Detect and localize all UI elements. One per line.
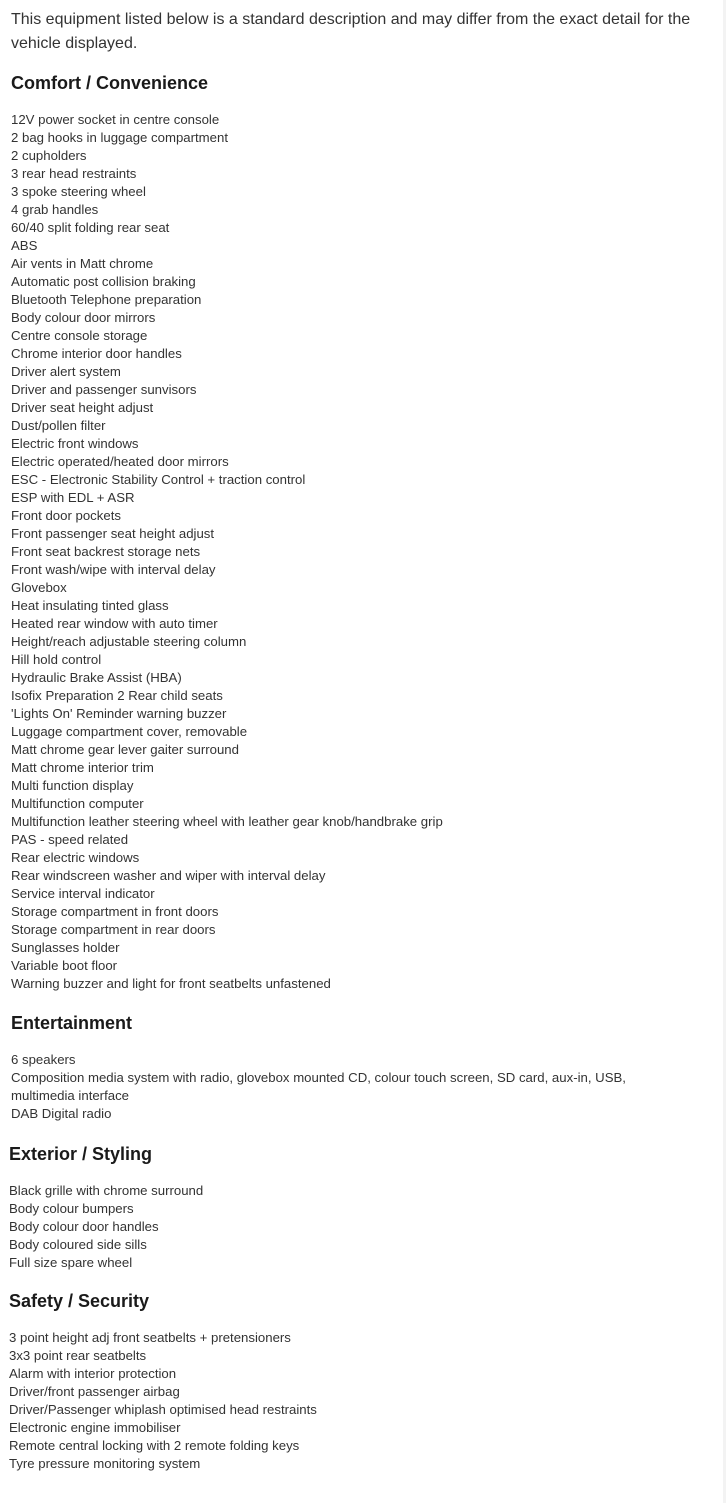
equipment-item: ESP with EDL + ASR <box>11 490 135 505</box>
equipment-item: Front door pockets <box>11 508 121 523</box>
equipment-item: Bluetooth Telephone preparation <box>11 292 202 307</box>
equipment-item: Front seat backrest storage nets <box>11 544 201 559</box>
equipment-item: Driver/front passenger airbag <box>9 1384 180 1399</box>
equipment-item: Multi function display <box>11 778 134 793</box>
section-entertainment <box>11 1011 711 1123</box>
equipment-item: Storage compartment in rear doors <box>11 922 216 937</box>
equipment-item: Storage compartment in front doors <box>11 904 219 919</box>
equipment-item: Variable boot floor <box>11 958 118 973</box>
section-title: Safety / Security <box>9 1291 150 1311</box>
equipment-list <box>9 1329 709 1473</box>
equipment-item: ABS <box>11 238 38 253</box>
section-title: Entertainment <box>11 1013 133 1033</box>
equipment-item: PAS - speed related <box>11 832 129 847</box>
equipment-item: Body colour door handles <box>9 1219 159 1234</box>
equipment-item: Full size spare wheel <box>9 1255 133 1270</box>
equipment-item: Isofix Preparation 2 Rear child seats <box>11 688 223 703</box>
equipment-item: Alarm with interior protection <box>9 1366 177 1381</box>
equipment-item: Height/reach adjustable steering column <box>11 634 247 649</box>
equipment-item: Centre console storage <box>11 328 148 343</box>
equipment-item: Electric operated/heated door mirrors <box>11 454 229 469</box>
equipment-item: Driver alert system <box>11 364 121 379</box>
equipment-item: 3 spoke steering wheel <box>11 184 146 199</box>
equipment-item: 60/40 split folding rear seat <box>11 220 170 235</box>
equipment-item: Driver and passenger sunvisors <box>11 382 197 397</box>
equipment-item: 6 speakers <box>11 1052 76 1067</box>
equipment-item: Hill hold control <box>11 652 102 667</box>
equipment-item: 2 cupholders <box>11 148 87 163</box>
equipment-item: Multifunction leather steering wheel with leather gear knob/handbrake grip <box>11 814 443 829</box>
equipment-item: DAB Digital radio <box>11 1106 112 1121</box>
equipment-item: Black grille with chrome surround <box>9 1183 204 1198</box>
equipment-item: Multifunction computer <box>11 796 144 811</box>
equipment-item: Hydraulic Brake Assist (HBA) <box>11 670 182 685</box>
equipment-item: Driver/Passenger whiplash optimised head restraints <box>9 1402 317 1417</box>
equipment-item: Matt chrome gear lever gaiter surround <box>11 742 239 757</box>
equipment-item: Sunglasses holder <box>11 940 120 955</box>
equipment-item: Service interval indicator <box>11 886 155 901</box>
equipment-item: Electronic engine immobiliser <box>9 1420 181 1435</box>
equipment-list <box>11 1051 691 1123</box>
equipment-item: Heat insulating tinted glass <box>11 598 169 613</box>
equipment-item: Front passenger seat height adjust <box>11 526 215 541</box>
section-safety-security <box>9 1289 709 1473</box>
equipment-item: Heated rear window with auto timer <box>11 616 218 631</box>
equipment-item: Body colour door mirrors <box>11 310 156 325</box>
section-exterior-styling <box>9 1142 709 1272</box>
equipment-item: Composition media system with radio, glovebox mounted CD, colour touch screen, SD card, aux-in, USB, multimedia interface <box>11 1070 626 1103</box>
equipment-list <box>11 111 711 993</box>
equipment-item: 3 point height adj front seatbelts + pretensioners <box>9 1330 291 1345</box>
equipment-list <box>9 1182 709 1272</box>
equipment-item: Warning buzzer and light for front seatbelts unfastened <box>11 976 331 991</box>
section-title: Comfort / Convenience <box>11 73 209 93</box>
equipment-item: Chrome interior door handles <box>11 346 182 361</box>
equipment-item: ESC - Electronic Stability Control + traction control <box>11 472 306 487</box>
equipment-item: Body coloured side sills <box>9 1237 147 1252</box>
equipment-item: 2 bag hooks in luggage compartment <box>11 130 229 145</box>
section-title: Exterior / Styling <box>9 1144 153 1164</box>
equipment-item: Driver seat height adjust <box>11 400 154 415</box>
equipment-item: Dust/pollen filter <box>11 418 106 433</box>
section-comfort-convenience <box>11 71 711 993</box>
equipment-item: Tyre pressure monitoring system <box>9 1456 201 1471</box>
intro-text: This equipment listed below is a standard description and may differ from the exact detail for the vehicle displayed. <box>11 11 691 52</box>
equipment-item: Electric front windows <box>11 436 139 451</box>
equipment-item: Matt chrome interior trim <box>11 760 154 775</box>
equipment-item: 3x3 point rear seatbelts <box>9 1348 147 1363</box>
equipment-item: Glovebox <box>11 580 67 595</box>
equipment-item: 3 rear head restraints <box>11 166 137 181</box>
equipment-item: Luggage compartment cover, removable <box>11 724 248 739</box>
equipment-item: 'Lights On' Reminder warning buzzer <box>11 706 227 721</box>
equipment-item: Rear electric windows <box>11 850 140 865</box>
equipment-item: Front wash/wipe with interval delay <box>11 562 216 577</box>
equipment-item: Air vents in Matt chrome <box>11 256 154 271</box>
equipment-item: Body colour bumpers <box>9 1201 134 1216</box>
equipment-item: 4 grab handles <box>11 202 99 217</box>
equipment-item: 12V power socket in centre console <box>11 112 220 127</box>
equipment-item: Remote central locking with 2 remote folding keys <box>9 1438 300 1453</box>
equipment-item: Rear windscreen washer and wiper with interval delay <box>11 868 326 883</box>
equipment-item: Automatic post collision braking <box>11 274 196 289</box>
